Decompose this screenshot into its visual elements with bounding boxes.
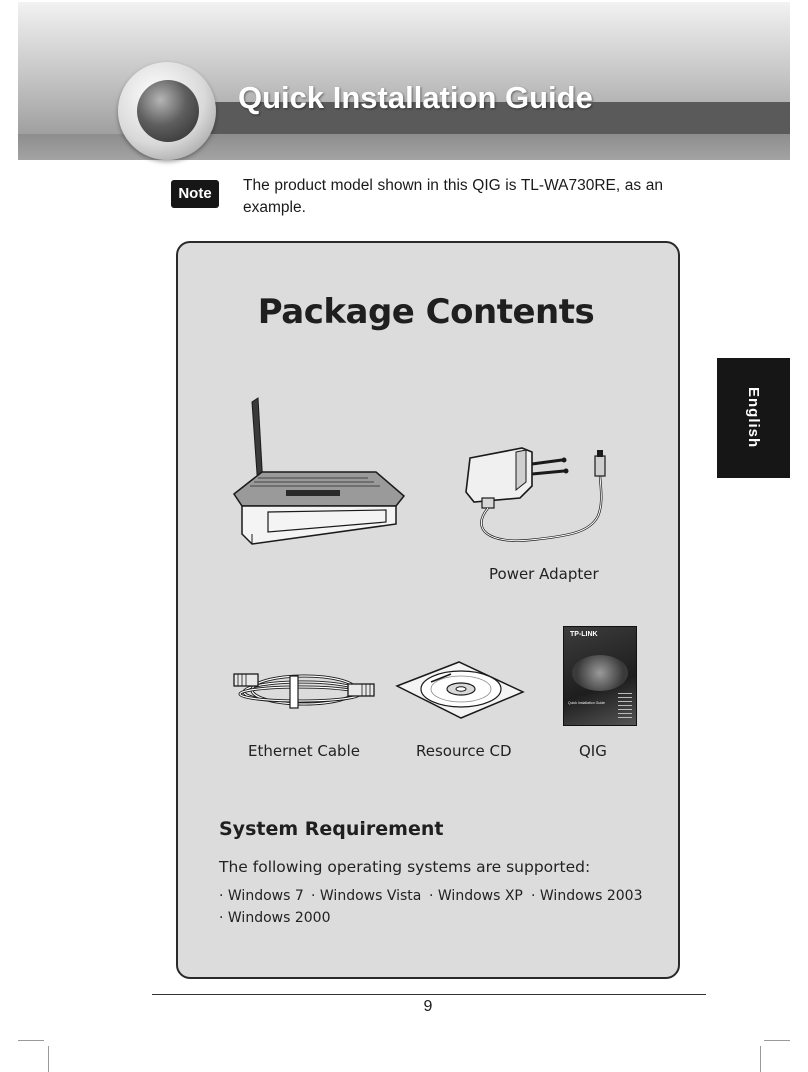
page-title: Quick Installation Guide — [238, 80, 593, 115]
language-tab-label: English — [745, 387, 762, 449]
crop-mark — [48, 1046, 49, 1072]
page-number: 9 — [423, 998, 433, 1015]
booklet-title: Quick Installation Guide — [568, 701, 605, 705]
system-requirement-title: System Requirement — [219, 818, 444, 840]
note-text: The product model shown in this QIG is TL-WA730RE, as an example. — [243, 177, 663, 216]
system-requirement-intro: The following operating systems are supported: — [219, 858, 591, 876]
language-tab — [717, 358, 790, 478]
cd-icon — [395, 660, 525, 720]
os-item: · Windows XP — [429, 888, 523, 904]
access-point-icon — [228, 384, 408, 549]
ethernet-cable-icon — [232, 668, 377, 718]
power-adapter-icon — [460, 440, 620, 550]
crop-mark — [760, 1046, 761, 1072]
os-item: · Windows 2000 — [219, 910, 331, 926]
resource-cd-label: Resource CD — [416, 742, 512, 760]
booklet-brand: TP-LINK — [570, 631, 598, 638]
package-contents-title: Package Contents — [257, 292, 595, 332]
booklet-icon — [563, 626, 637, 726]
footer-rule — [152, 994, 706, 995]
booklet-lines — [618, 693, 632, 719]
lens-center — [137, 80, 199, 142]
qig-label: QIG — [579, 742, 607, 760]
note-badge: Note — [171, 180, 219, 208]
crop-mark — [764, 1040, 790, 1041]
os-item: · Windows 2003 — [531, 888, 643, 904]
ethernet-cable-label: Ethernet Cable — [248, 742, 360, 760]
power-adapter-label: Power Adapter — [489, 565, 599, 583]
booklet-graphic — [572, 655, 628, 691]
os-item: · Windows Vista — [311, 888, 422, 904]
os-item: · Windows 7 — [219, 888, 304, 904]
crop-mark — [18, 1040, 44, 1041]
